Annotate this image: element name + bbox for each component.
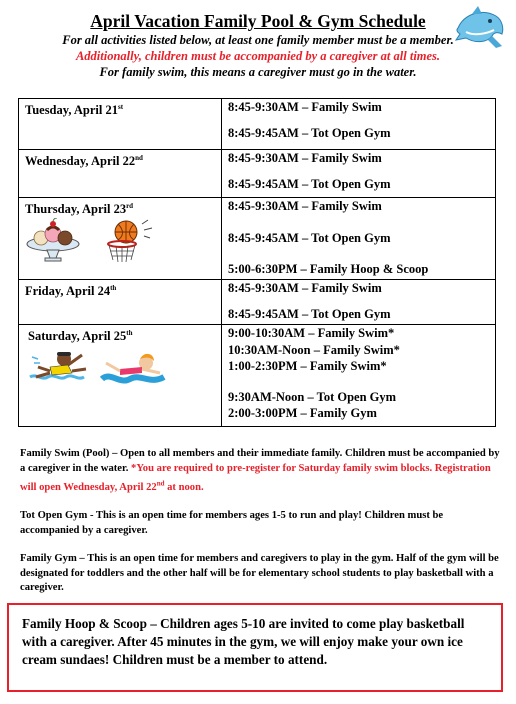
header: [0, 10, 516, 80]
day-suffix: rd: [126, 202, 134, 210]
day-cell: [19, 280, 222, 325]
swim-caregiver-note: For family swim, this means a caregiver must go in the water.: [99, 65, 417, 79]
family-gym-description: Family Gym – This is an open time for members and caregivers to play in the gym. Half of the gym will be designated for toddlers and the other half will be for elementary school students to play basketball with a caregiver.: [20, 553, 499, 594]
event-line: 8:45-9:45AM – Tot Open Gym: [228, 176, 391, 191]
event-line: 1:00-2:30PM – Family Swim*: [228, 359, 387, 373]
table-row: [19, 99, 496, 150]
caregiver-note: Additionally, children must be accompanied by a caregiver at all times.: [75, 49, 441, 63]
event-line: 5:00-6:30PM – Family Hoop & Scoop: [228, 262, 429, 276]
event-line: 8:45-9:30AM – Family Swim: [228, 100, 382, 114]
table-row: [19, 150, 496, 198]
day-suffix: th: [110, 284, 117, 292]
event-line: 8:45-9:30AM – Family Swim: [228, 281, 382, 295]
registration-time: at noon.: [164, 481, 204, 493]
events-cell: [222, 280, 496, 325]
day-label: Thursday, April 23: [25, 202, 127, 217]
registration-text: *You are required to pre-register for Saturday family swim blocks. Registration will open Wednesday, April 22: [20, 462, 491, 493]
event-line: 8:45-9:45AM – Tot Open Gym: [228, 306, 391, 321]
activity-descriptions: [20, 447, 500, 610]
registration-suffix: nd: [156, 479, 165, 487]
tot-gym-description: Tot Open Gym - This is an open time for members ages 1-5 to run and play! Children must be accompanied by a caregiver.: [20, 510, 444, 536]
event-line: 9:30AM-Noon – Tot Open Gym: [228, 389, 397, 404]
table-row: [19, 280, 496, 325]
event-line: 10:30AM-Noon – Family Swim*: [228, 342, 400, 357]
table-row: [19, 198, 496, 280]
schedule-table: [18, 98, 496, 427]
events-cell: [222, 150, 496, 198]
day-suffix: th: [126, 329, 133, 337]
day-cell: [19, 325, 222, 427]
event-line: 9:00-10:30AM – Family Swim*: [228, 326, 395, 340]
event-line: 8:45-9:30AM – Family Swim: [228, 151, 382, 165]
day-cell: [19, 150, 222, 198]
ice-cream-sundae-icon: [25, 218, 81, 264]
day-label: Wednesday, April 22: [25, 154, 136, 169]
hoop-scoop-box: [7, 603, 503, 692]
swimming-boy-icon: [28, 349, 92, 391]
page-title: April Vacation Family Pool & Gym Schedule: [90, 11, 426, 31]
family-swim-description: [20, 447, 500, 495]
day-label: Friday, April 24: [25, 284, 111, 299]
event-line: 8:45-9:45AM – Tot Open Gym: [228, 230, 391, 245]
event-line: 8:45-9:45AM – Tot Open Gym: [228, 125, 391, 140]
hoop-scoop-description: Family Hoop & Scoop – Children ages 5-10 are invited to come play basketball with a caregiver. After 45 minutes in the gym, we will enjoy make your own ice cream sundaes! Children must be a member to attend.: [22, 616, 465, 667]
day-label: Tuesday, April 21: [25, 103, 118, 118]
table-row: [19, 325, 496, 427]
day-cell: [19, 99, 222, 150]
membership-note: For all activities listed below, at least one family member must be a member.: [62, 33, 454, 47]
family-swim-text: Family Swim (Pool) – Open to all members and their immediate family. Children must be accompanied by a caregiver in the water.: [20, 448, 500, 474]
event-line: 8:45-9:30AM – Family Swim: [228, 199, 382, 213]
day-cell: [19, 198, 222, 280]
day-label: Saturday, April 25: [28, 329, 127, 344]
day-suffix: nd: [135, 154, 143, 162]
event-line: 2:00-3:00PM – Family Gym: [228, 406, 377, 420]
basketball-hoop-icon: [100, 218, 160, 264]
swimming-girl-icon: [100, 349, 166, 391]
events-cell: [222, 99, 496, 150]
day-suffix: st: [117, 103, 124, 111]
events-cell: [222, 198, 496, 280]
events-cell: [222, 325, 496, 427]
